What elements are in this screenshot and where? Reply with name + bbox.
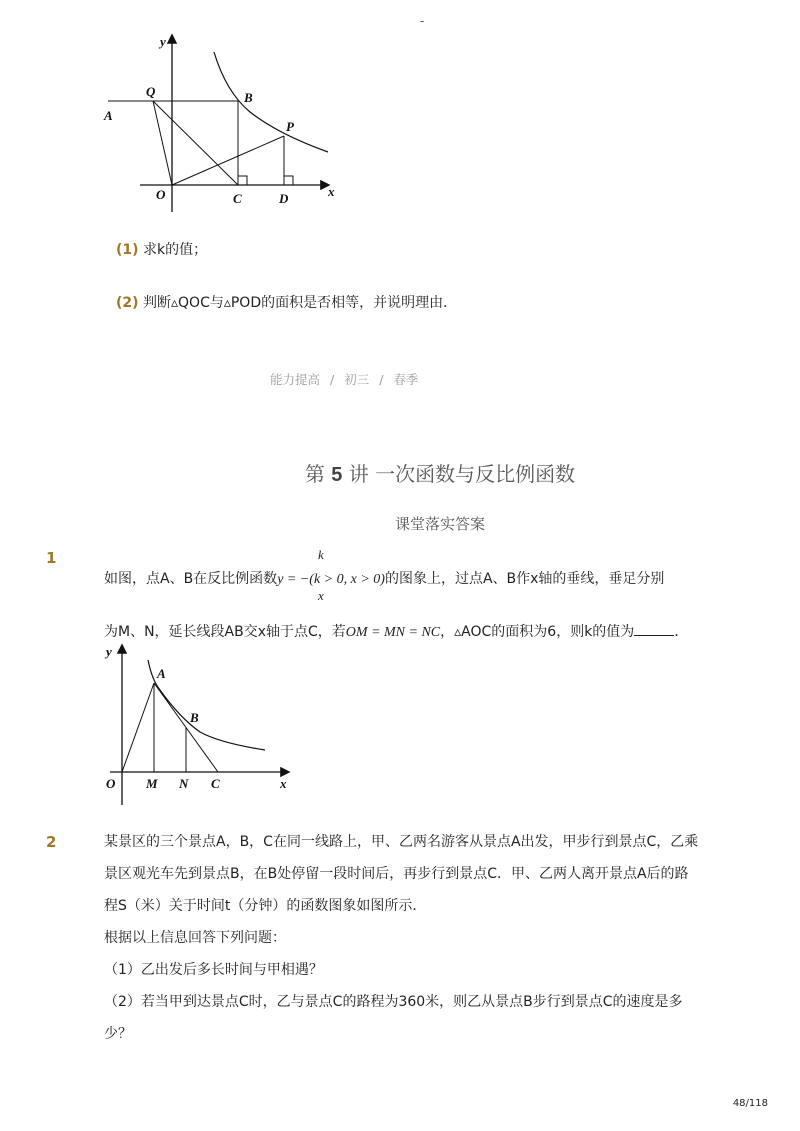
page-number: 48/118	[732, 1098, 768, 1109]
question-1-line-1: 如图，点A、B在反比例函数y = −(k > 0, x > 0)的图象上，过点A、B作x轴的垂线，垂足分别	[104, 571, 665, 587]
label-o: O	[156, 187, 166, 202]
label-m: M	[146, 776, 158, 791]
prev-question-1: (1) 求k的值；	[116, 242, 208, 258]
line-oa	[122, 683, 154, 772]
label-p: P	[286, 119, 294, 134]
label-c: C	[233, 191, 242, 206]
figure-aoc	[100, 640, 300, 810]
question-1-line-2: 为M、N，延长线段AB交x轴于点C，若OM = MN = NC，▵AOC的面积为6，则k的值为 ．	[104, 616, 688, 649]
figure-qoc-pod	[100, 30, 350, 220]
question-2-line: 程S（米）关于时间t（分钟）的函数图象如图所示．	[104, 898, 427, 914]
lesson-title: 第 5 讲 一次函数与反比例函数	[304, 462, 576, 486]
label-a: A	[157, 666, 166, 681]
question-2-line: 景区观光车先到景点B，在B处停留一段时间后，再步行到景点C．甲、乙两人离开景点A后的路	[104, 866, 689, 882]
line-qo	[153, 101, 172, 185]
question-2-line: （2）若当甲到达景点C时，乙与景点C的路程为360米，则乙从景点B步行到景点C的速度是多	[104, 994, 683, 1010]
question-2-line: （1）乙出发后多长时间与甲相遇？	[104, 962, 323, 978]
section-title: 课堂落实答案	[394, 515, 485, 533]
right-angle-d	[284, 176, 293, 185]
formula-fraction-denominator: x	[318, 588, 324, 603]
label-c: C	[211, 776, 220, 791]
label-d: D	[279, 191, 289, 206]
question-2-body	[104, 826, 724, 1050]
prev-question-2: (2) 判断▵QOC与▵POD的面积是否相等，并说明理由．	[116, 295, 458, 311]
formula-fraction-numerator: k	[318, 547, 324, 562]
line-op	[172, 136, 284, 185]
label-y: y	[106, 644, 112, 659]
label-x: x	[280, 776, 287, 791]
header-mark: -	[420, 14, 425, 28]
question-2-line: 少？	[104, 1026, 132, 1042]
line-qc	[153, 101, 238, 185]
label-x: x	[328, 184, 335, 199]
right-angle-c	[238, 176, 247, 185]
question-number-2: 2	[46, 833, 57, 851]
question-number-1: 1	[46, 549, 57, 567]
label-q: Q	[146, 84, 156, 99]
label-a: A	[104, 108, 113, 123]
label-o: O	[106, 776, 116, 791]
label-n: N	[179, 776, 189, 791]
answer-blank	[634, 621, 674, 636]
label-y: y	[160, 34, 166, 49]
hyperbola-curve	[214, 52, 328, 152]
question-2-line: 根据以上信息回答下列问题：	[104, 930, 286, 946]
label-b: B	[190, 710, 199, 725]
breadcrumb: 能力提高 / 初三 / 春季	[270, 372, 419, 387]
question-2-line: 某景区的三个景点A，B，C在同一线路上，甲、乙两名游客从景点A出发，甲步行到景点C，乙乘	[104, 834, 699, 850]
label-b: B	[244, 90, 253, 105]
